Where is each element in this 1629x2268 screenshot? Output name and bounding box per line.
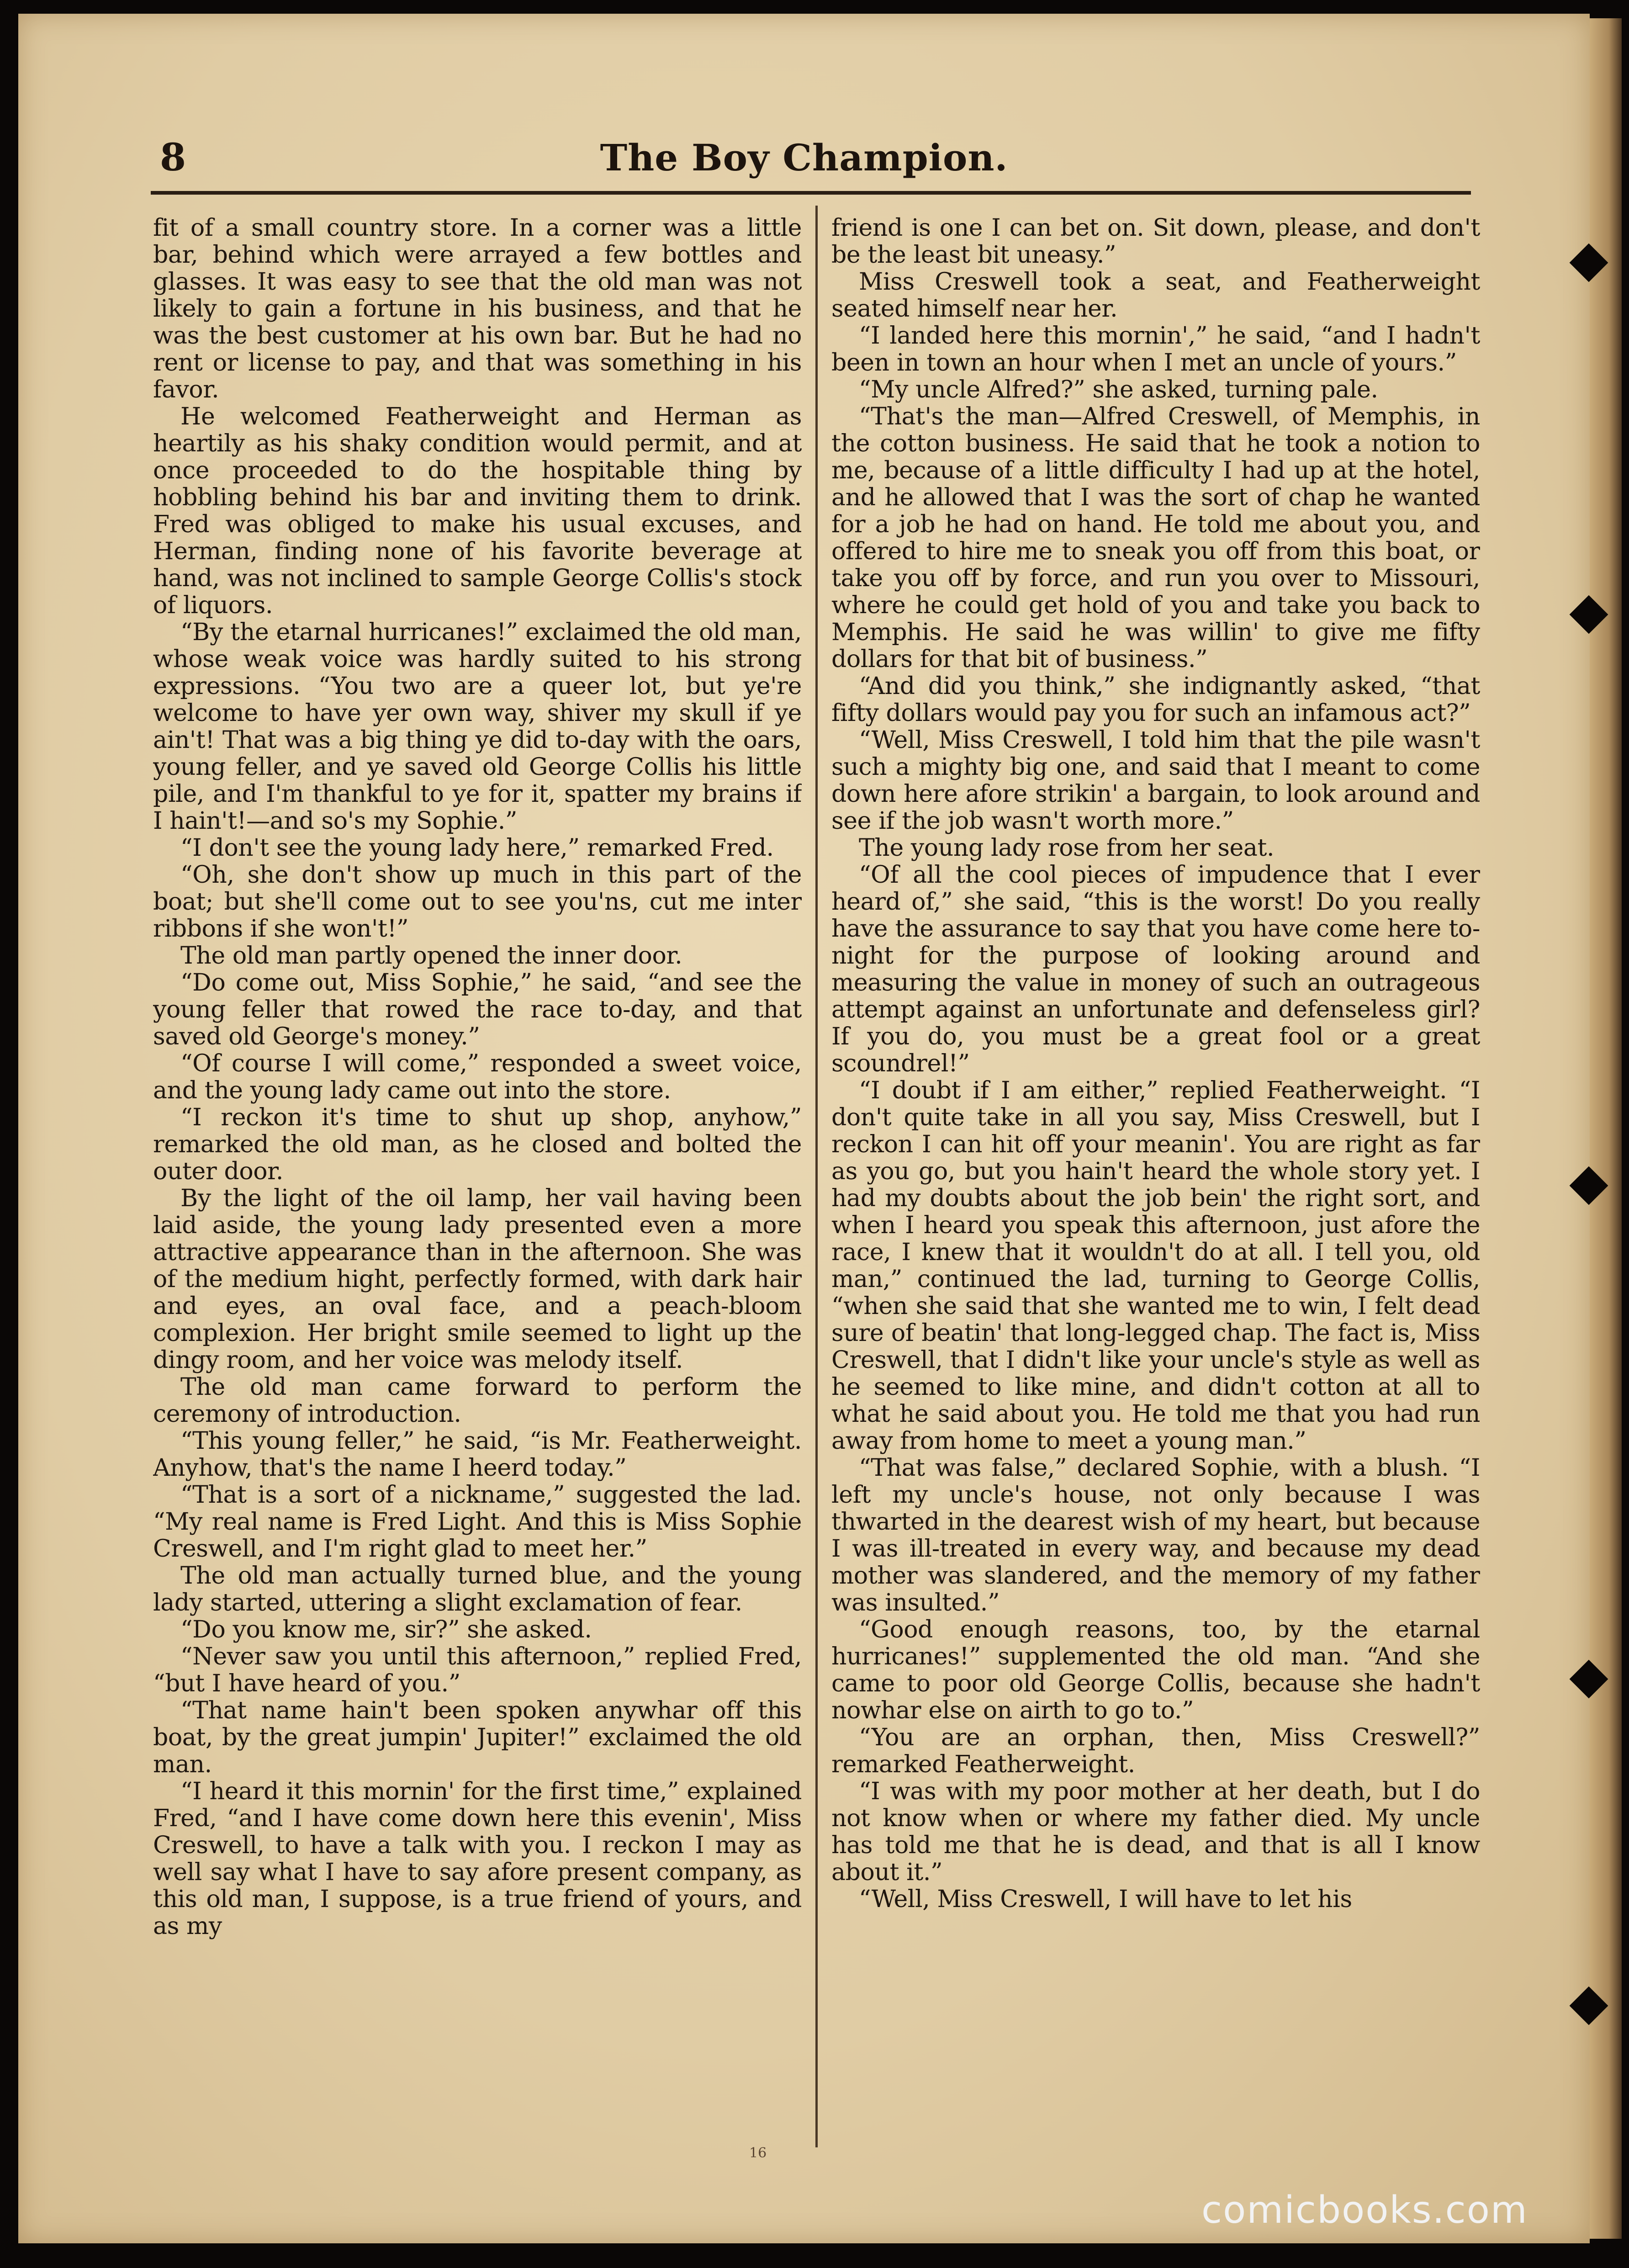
paragraph: “That's the man—Alfred Creswell, of Memphis, in the cotton business. He said that he took a notion to me, because of a little difficulty I had up at the hotel, and he allowed that I was the sort of chap he wanted for a job he had on hand. He told me about you, and offered to hire me to sneak you off from this boat, or take you off by force, and run you over to Missouri, where he could get hold of you and take you back to Memphis. He said he was willin' to give me fifty dollars for that bit of business.” bbox=[831, 403, 1480, 673]
paragraph: “I heard it this mornin' for the first time,” explained Fred, “and I have come down here this evenin', Miss Creswell, to have a talk with you. I reckon I may as well say what I have to say afore present company, as this old man, I suppose, is a true friend of yours, and as my bbox=[153, 1778, 802, 1940]
paragraph: “Well, Miss Creswell, I told him that the pile wasn't such a mighty big one, and said that I meant to come down here afore strikin' a bargain, to look around and see if the job wasn't worth more.” bbox=[831, 726, 1480, 835]
site-watermark: comicbooks.com bbox=[1201, 2189, 1528, 2232]
paragraph: “That is a sort of a nickname,” suggested the lad. “My real name is Fred Light. And this is Miss Sophie Creswell, and I'm right glad to meet her.” bbox=[153, 1481, 802, 1563]
paragraph: “I reckon it's time to shut up shop, anyhow,” remarked the old man, as he closed and bolted the outer door. bbox=[153, 1104, 802, 1185]
paragraph: The old man partly opened the inner door. bbox=[180, 942, 682, 970]
paragraph: “Do you know me, sir?” she asked. bbox=[180, 1616, 592, 1643]
paragraph: “Oh, she don't show up much in this part of the boat; but she'll come out to see you'ns, cut me inter ribbons if she won't!” bbox=[153, 861, 802, 943]
paragraph: “I doubt if I am either,” replied Featherweight. “I don't quite take in all you say, Miss Creswell, but I reckon I can hit off your meanin'. You are right as far as you go, but you hain't heard the whole story yet. I had my doubts about the job bein' the right sort, and when I heard you speak this afternoon, just afore the race, I knew that it wouldn't do at all. I tell you, old man,” continued the lad, turning to George Collis, “when she said that she wanted me to win, I felt dead sure of beatin' that long-legged chap. The fact is, Miss Creswell, that I didn't like your uncle's style as well as he seemed to like mine, and didn't cotton at all to what he said about you. He told me that you had run away from home to meet a young man.” bbox=[831, 1077, 1480, 1455]
header-rule bbox=[151, 191, 1471, 195]
paragraph: The young lady rose from her seat. bbox=[859, 834, 1275, 862]
paragraph: “Of course I will come,” responded a sweet voice, and the young lady came out into the store. bbox=[153, 1050, 802, 1104]
paragraph: The old man actually turned blue, and the young lady started, uttering a slight exclamation of fear. bbox=[153, 1562, 802, 1616]
paragraph: “That name hain't been spoken anywhar off this boat, by the great jumpin' Jupiter!” exclaimed the old man. bbox=[153, 1697, 802, 1778]
paragraph: “Of all the cool pieces of impudence that I ever heard of,” she said, “this is the worst! Do you really have the assurance to say that you have come here to-night for the purpose of looking around and measuring the value in money of such an outrageous attempt against an unfortunate and defenseless girl? If you do, you must be a great fool or a great scoundrel!” bbox=[831, 861, 1480, 1077]
page-number: 8 bbox=[160, 136, 186, 180]
paragraph: “By the etarnal hurricanes!” exclaimed the old man, whose weak voice was hardly suited to his strong expressions. “You two are a queer lot, but ye're welcome to have yer own way, shiver my skull if ye ain't! That was a big thing ye did to-day with the oars, young feller, and ye saved old George Collis his little pile, and I'm thankful to ye for it, spatter my brains if I hain't!—and so's my Sophie.” bbox=[153, 619, 802, 835]
page-edge bbox=[1590, 18, 1622, 2239]
right-column bbox=[831, 215, 1480, 2147]
column-divider bbox=[815, 206, 818, 2147]
paragraph: “This young feller,” he said, “is Mr. Featherweight. Anyhow, that's the name I heerd today.” bbox=[153, 1427, 802, 1482]
folio-mark: 16 bbox=[749, 2145, 767, 2161]
paragraph: “Good enough reasons, too, by the etarnal hurricanes!” supplemented the old man. “And she came to poor old George Collis, because she hadn't nowhar else on airth to go to.” bbox=[831, 1616, 1480, 1724]
paragraph: friend is one I can bet on. Sit down, please, and don't be the least bit uneasy.” bbox=[831, 215, 1480, 269]
paragraph: He welcomed Featherweight and Herman as heartily as his shaky condition would permit, and at once proceeded to do the hospitable thing by hobbling behind his bar and inviting them to drink. Fred was obliged to make his usual excuses, and Herman, finding none of his favorite beverage at hand, was not inclined to sample George Collis's stock of liquors. bbox=[153, 403, 802, 619]
paragraph: “And did you think,” she indignantly asked, “that fifty dollars would pay you for such an infamous act?” bbox=[831, 673, 1480, 727]
paragraph: “Well, Miss Creswell, I will have to let his bbox=[859, 1886, 1352, 1913]
paragraph: “I landed here this mornin',” he said, “and I hadn't been in town an hour when I met an uncle of yours.” bbox=[831, 322, 1480, 376]
paragraph: Miss Creswell took a seat, and Featherweight seated himself near her. bbox=[831, 268, 1480, 323]
paragraph: “Do come out, Miss Sophie,” he said, “and see the young feller that rowed the race to-day, and that saved old George's money.” bbox=[153, 969, 802, 1050]
paragraph: By the light of the oil lamp, her vail having been laid aside, the young lady presented even a more attractive appearance than in the afternoon. She was of the medium hight, perfectly formed, with dark hair and eyes, an oval face, and a peach-bloom complexion. Her bright smile seemed to light up the dingy room, and her voice was melody itself. bbox=[153, 1185, 802, 1374]
paragraph: “Never saw you until this afternoon,” replied Fred, “but I have heard of you.” bbox=[153, 1643, 802, 1697]
paragraph: “I don't see the young lady here,” remarked Fred. bbox=[180, 834, 774, 862]
left-column bbox=[153, 215, 802, 2147]
paragraph: The old man came forward to perform the ceremony of introduction. bbox=[153, 1373, 802, 1428]
running-title: The Boy Champion. bbox=[600, 136, 1008, 179]
paragraph: “My uncle Alfred?” she asked, turning pale. bbox=[859, 376, 1378, 403]
paragraph: “You are an orphan, then, Miss Creswell?” remarked Featherweight. bbox=[831, 1724, 1480, 1778]
page-header bbox=[137, 123, 1471, 192]
paragraph: “That was false,” declared Sophie, with a blush. “I left my uncle's house, not only because I was thwarted in the dearest wish of my heart, but because I was ill-treated in every way, and because my dead mother was slandered, and the memory of my father was insulted.” bbox=[831, 1454, 1480, 1616]
paragraph: “I was with my poor mother at her death, but I do not know when or where my father died. My uncle has told me that he is dead, and that is all I know about it.” bbox=[831, 1778, 1480, 1886]
paragraph: fit of a small country store. In a corner was a little bar, behind which were arrayed a few bottles and glasses. It was easy to see that the old man was not likely to gain a fortune in his business, and that he was the best customer at his own bar. But he had no rent or license to pay, and that was something in his favor. bbox=[153, 215, 802, 403]
